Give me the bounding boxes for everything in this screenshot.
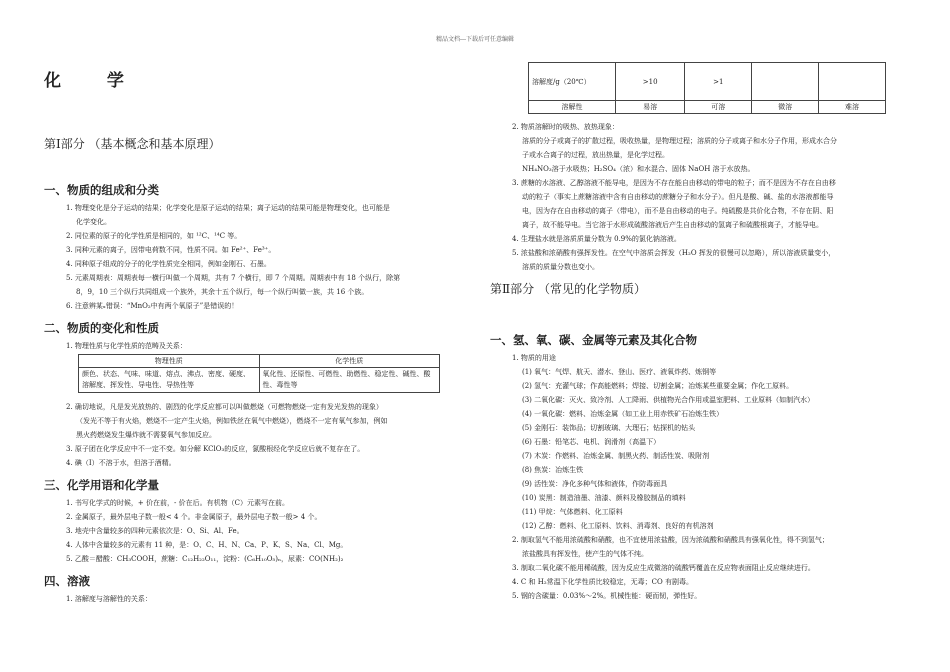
- part1-heading: 第Ⅰ部分 （基本概念和基本原理）: [44, 137, 221, 151]
- right-line: 动的粒子（事实上蔗糖溶液中含有自由移动的蔗糖分子和水分子）。但凡是酸、碱、盐的水溶液都能导: [522, 193, 834, 201]
- sec1-line: 4. 同种原子组成的分子的化学性质完全相同，例如金刚石、石墨。: [66, 260, 271, 268]
- section1-heading: 一、物质的组成和分类: [44, 183, 159, 197]
- sec3-line: 2. 金属原子，最外层电子数一般< 4 个。非金属原子，最外层电子数一般> 4 个。: [66, 513, 322, 521]
- sec1-line: 6. 注意辨某ₓ错误：“MnO₂中有两个氧原子”是错误的！: [66, 302, 239, 310]
- sec2-line: 4. 碘（I）不溶于水，但溶于酒精。: [66, 459, 176, 467]
- right-sec1-line: (6) 石墨：铅笔芯、电机、润滑剂（高温下）: [522, 438, 661, 446]
- solubility-table: [528, 62, 886, 114]
- page-header: 精品文档---下载后可任意编辑: [435, 36, 515, 43]
- table-header: 物理性质: [79, 355, 260, 368]
- right-line: 5. 浓盐酸和浓硝酸有强挥发性。在空气中溶质会挥发（H₂O 挥发的很慢可以忽略），所以溶液质量变小，: [512, 249, 836, 257]
- sec3-line: 5. 乙酸＝醋酸：CH₃COOH，蔗糖：C₁₂H₂₂O₁₁，淀粉：(C₆H₁₀O₅)ₙ，尿素：CO(NH₂)₂: [66, 555, 344, 563]
- right-sec1-line: 3. 制取二氧化碳不能用稀硫酸，因为反应生成微溶的硫酸钙覆盖在反应物表面阻止反应继续进行。: [512, 564, 815, 572]
- right-line: 离子，故不能导电。当它溶于水形成硫酸溶液后产生自由移动的氢离子和硫酸根离子，才能导电。: [522, 221, 823, 229]
- section4-heading: 四、溶液: [44, 574, 90, 588]
- sec3-line: 4. 人体中含量较多的元素有 11 种，是：O、C、H、N、Ca、P、K、S、Na、Cl、Mg。: [66, 541, 348, 549]
- sec3-line: 1. 书写化学式的时候，+ 价在前，- 价在后。有机物（C）元素写在前。: [66, 499, 289, 507]
- right-sec1-line: (4) 一氧化碳：燃料、冶炼金属（如工业上用赤铁矿石冶炼生铁）: [522, 410, 724, 418]
- table-cell: [819, 63, 886, 101]
- right-sec1-line: 4. C 和 H₂常温下化学性质比较稳定，无毒；CO 有剧毒。: [512, 578, 693, 586]
- sec4-line: 1. 溶解度与溶解性的关系：: [66, 595, 152, 603]
- right-line: 溶质的质量分数也变小。: [522, 263, 599, 271]
- right-sec1-line: (10) 炭黑：制造油墨、油漆、颜料及橡胶制品的填料: [522, 494, 686, 502]
- right-line: 3. 蔗糖的水溶液、乙醇溶液不能导电，是因为不存在能自由移动的带电的粒子；而不是因为不存在自由移: [512, 179, 836, 187]
- table-cell: >1: [685, 63, 752, 101]
- right-sec1-line: (11) 甲烷：气体燃料、化工原料: [522, 508, 623, 516]
- sec2-line: 3. 原子团在化学反应中不一定不变。如分解 KClO₃的反应，氯酸根经化学反应后就不复存在了。: [66, 445, 365, 453]
- sec2-line: 黑火药燃烧发生爆炸就不需要氧气参加反应。: [76, 431, 216, 439]
- sec2-line: 2. 确切地说，凡是发光放热的、剧烈的化学反应都可以叫做燃烧（可燃物燃烧一定有发光发热的现象）: [66, 403, 383, 411]
- right-sec1-line: (5) 金刚石：装饰品；切割玻璃、大理石；钻探机的钻头: [522, 424, 696, 432]
- right-sec1-line: (8) 焦炭：冶炼生铁: [522, 466, 584, 474]
- right-line: NH₄NO₃溶于水吸热；H₂SO₄（浓）和水混合、固体 NaOH 溶于水放热。: [522, 165, 755, 173]
- right-sec1-line: 2. 制取氢气不能用浓硫酸和硝酸，也不宜使用浓盐酸，因为浓硫酸和硝酸具有强氧化性，得不到氢气；: [512, 536, 829, 544]
- table-header: 化学性质: [259, 355, 440, 368]
- sec1-line: 1. 物理变化是分子运动的结果；化学变化是原子运动的结果；离子运动的结果可能是物理变化，也可能是: [66, 204, 390, 212]
- right-sec1-line: 浓盐酸具有挥发性，使产生的气体不纯。: [522, 550, 648, 558]
- right-sec1-line: 5. 钢的含碳量：0.03%～2%。机械性能：硬而韧，弹性好。: [512, 592, 702, 600]
- sec2-line: （发光不等于有火焰，燃烧不一定产生火焰，例如铁丝在氧气中燃烧），燃烧不一定有氧气参加，例如: [76, 417, 388, 425]
- right-sec1-line: (3) 二氧化碳：灭火、致冷剂、人工降雨、供植物光合作用或温室肥料、工业原料（如制汽水）: [522, 396, 815, 404]
- section2-heading: 二、物质的变化和性质: [44, 321, 159, 335]
- right-sec1-line: (12) 乙醇：燃料、化工原料、饮料、消毒剂、良好的有机溶剂: [522, 522, 714, 530]
- table-cell: 溶解性: [529, 101, 616, 114]
- right-sec1-line: 1. 物质的用途: [512, 354, 556, 362]
- right-line: 子或水合离子的过程，放出热量，是化学过程。: [522, 151, 669, 159]
- sec2-line: 1. 物理性质与化学性质的范畴及关系：: [66, 342, 187, 350]
- table-cell: 颜色、状态、气味、味道、熔点、沸点、密度、硬度、溶解度、挥发性、导电性、导热性等: [79, 368, 260, 393]
- table-cell: [752, 63, 819, 101]
- sec1-line: 5. 元素周期表：周期表每一横行叫做一个周期，共有 7 个横行，即 7 个周期。周期表中有 18 个纵行，除第: [66, 274, 401, 282]
- sec1-line: 2. 同位素的原子的化学性质是相同的，如 ¹²C、¹⁴C 等。: [66, 232, 242, 240]
- part2-heading: 第Ⅱ部分 （常见的化学物质）: [490, 282, 646, 296]
- table-cell: 难溶: [819, 101, 886, 114]
- sec3-line: 3. 地壳中含量较多的四种元素依次是：O、Si、Al、Fe。: [66, 527, 244, 535]
- sec1-line: 3. 同种元素的离子，因带电荷数不同，性质不同。如 Fe²⁺、Fe³⁺。: [66, 246, 276, 254]
- property-table: [78, 354, 440, 393]
- right-line: 4. 生理盐水就是溶质质量分数为 0.9%的氯化钠溶液。: [512, 235, 681, 243]
- table-cell: >10: [616, 63, 685, 101]
- right-section1-heading: 一、氢、氧、碳、金属等元素及其化合物: [490, 333, 697, 347]
- document-title: 化 学: [44, 71, 144, 91]
- table-cell: 微溶: [752, 101, 819, 114]
- right-sec1-line: (7) 木炭：作燃料、冶炼金属、制黑火药、制活性炭、吸附剂: [522, 452, 710, 460]
- section3-heading: 三、化学用语和化学量: [44, 478, 159, 492]
- table-cell: 溶解度/g（20℃）: [529, 63, 616, 101]
- sec1-line: 化学变化。: [76, 218, 111, 226]
- table-cell: 可溶: [685, 101, 752, 114]
- right-sec1-line: (2) 氢气：充灌气球；作高能燃料；焊接、切割金属；冶炼某些重要金属；作化工原料。: [522, 382, 794, 390]
- right-line: 溶质的分子或离子的扩散过程，吸收热量，是物理过程；溶质的分子或离子和水分子作用，形成水合分: [522, 137, 837, 145]
- right-line: 电，因为存在自由移动的离子（带电），而不是自由移动的电子。纯硫酸是共价化合物，不存在阴、阳: [522, 207, 834, 215]
- right-sec1-line: (1) 氧气：气焊、航天、潜水、登山、医疗、液氧炸药、炼钢等: [522, 368, 717, 376]
- table-cell: 氧化性、还原性、可燃性、助燃性、稳定性、碱性、酸性、毒性等: [259, 368, 440, 393]
- right-line: 2. 物质溶解时的吸热、放热现象：: [512, 123, 619, 131]
- sec1-line: 8，9，10 三个纵行共同组成一个族外，其余十五个纵行，每一个纵行叫做一族，共 16 个族。: [76, 288, 369, 296]
- table-cell: 易溶: [616, 101, 685, 114]
- right-sec1-line: (9) 活性炭：净化多种气体和液体，作防毒面具: [522, 480, 668, 488]
